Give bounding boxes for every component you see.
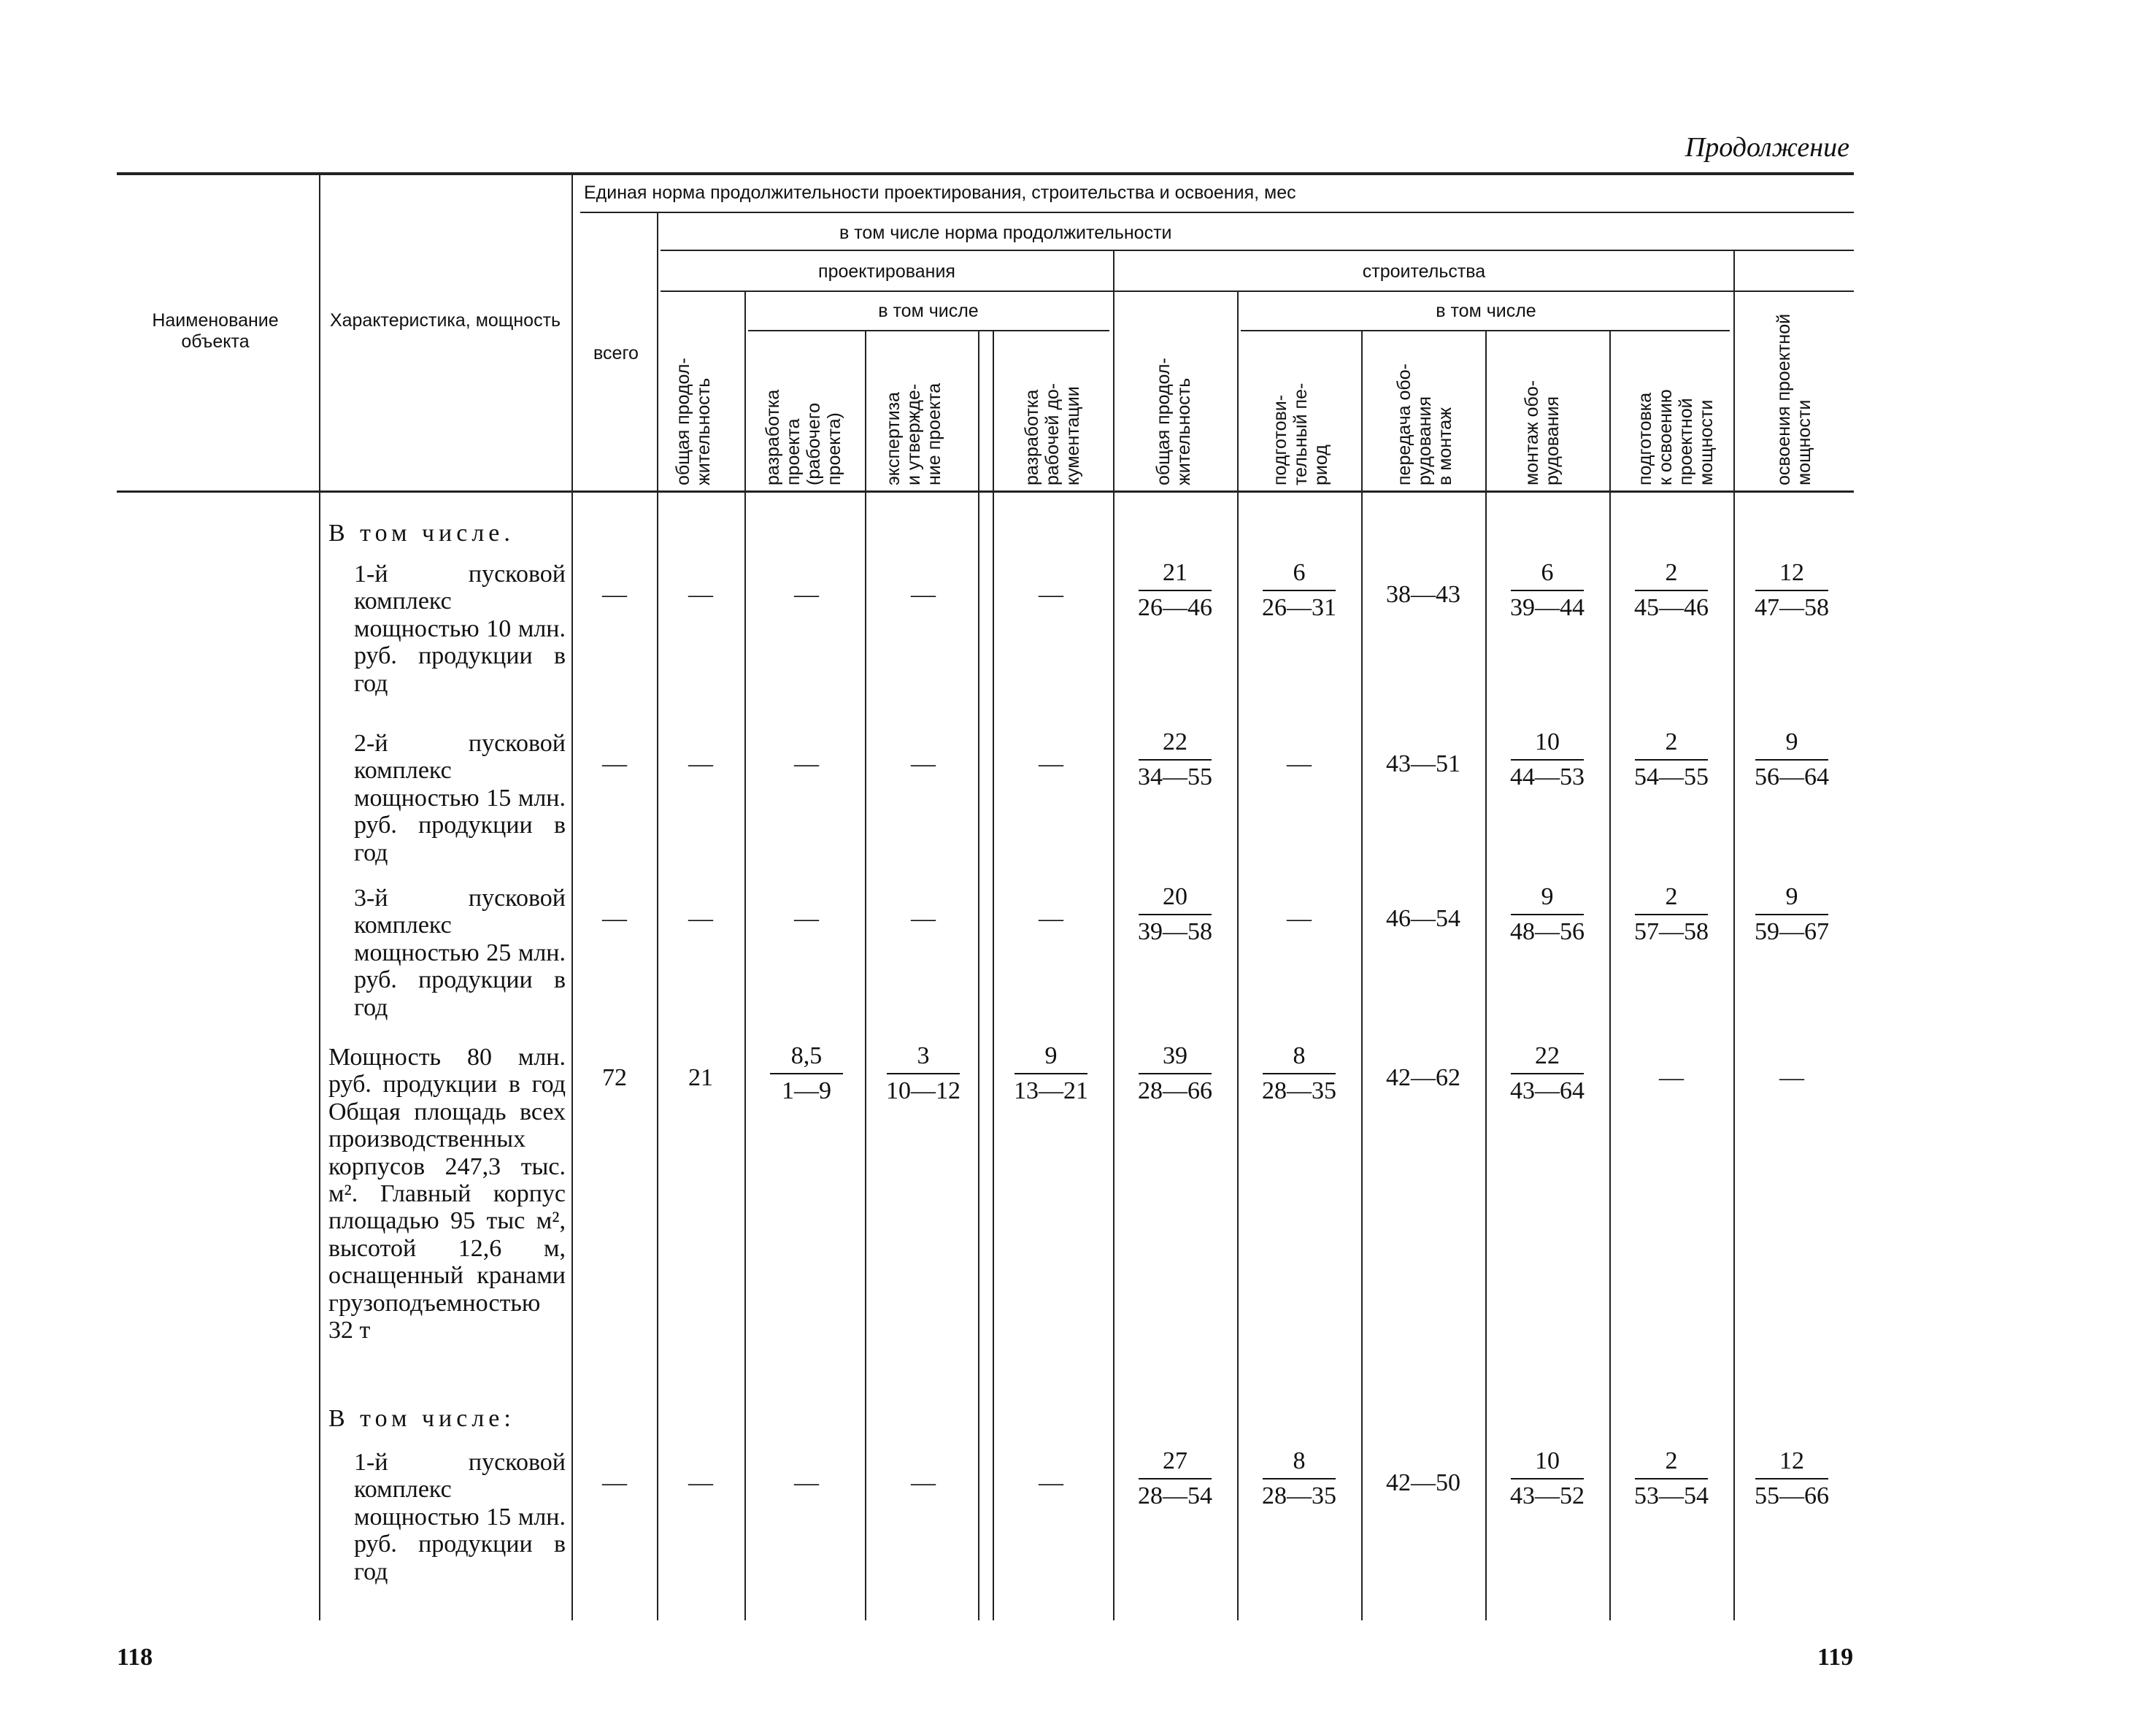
- cell-value: —: [794, 750, 819, 777]
- fraction-value: $\frac{9}{48—56}$: [1510, 883, 1585, 945]
- cell-value: —: [1039, 750, 1063, 777]
- header-design-expertise: экспертиза и утвержде- ние проекта: [883, 382, 944, 485]
- header-design-total: общая продол- жительность: [673, 358, 714, 485]
- cell-value: —: [911, 750, 936, 777]
- cell-value: —: [1659, 1064, 1684, 1091]
- cell-value: 46—54: [1386, 905, 1460, 932]
- cell-value: —: [688, 1469, 713, 1496]
- fraction-value: $\frac{12}{47—58}$: [1755, 559, 1829, 621]
- header-design-docs: разработка рабочей до- кументации: [1022, 382, 1083, 485]
- cell-value: 42—62: [1386, 1064, 1460, 1091]
- header-design: проектирования: [818, 261, 955, 282]
- row-label: 1-й пусковой комплекс мощностью 10 млн. руб. продукции в год: [354, 561, 566, 697]
- page-number-right: 119: [1817, 1644, 1854, 1671]
- cell-value: —: [1287, 905, 1312, 932]
- cell-value: 42—50: [1386, 1469, 1460, 1496]
- fraction-value: $\frac{22}{43—64}$: [1510, 1042, 1585, 1104]
- continuation-label: Продолжение: [1685, 132, 1849, 163]
- fraction-value: $\frac{21}{26—46}$: [1138, 559, 1212, 621]
- fraction-value: $\frac{8}{28—35}$: [1262, 1447, 1336, 1509]
- cell-value: 21: [688, 1064, 713, 1091]
- cell-value: —: [688, 750, 713, 777]
- cell-value: —: [1039, 581, 1063, 608]
- header-incl-construction: в том числе: [1436, 301, 1536, 321]
- fraction-value: $\frac{9}{59—67}$: [1755, 883, 1829, 945]
- header-incl-norm: в том числе норма продолжительности: [839, 223, 1172, 243]
- cell-value: —: [688, 905, 713, 932]
- header-constr-train: подготовка к освоению проектной мощности: [1635, 389, 1717, 485]
- cell-value: —: [688, 581, 713, 608]
- header-constr-prep: подготови- тельный пе- риод: [1270, 382, 1331, 485]
- fraction-value: $\frac{6}{26—31}$: [1262, 559, 1336, 621]
- header-mastering: освоения проектной мощности: [1774, 313, 1814, 485]
- header-name: Наименование объекта: [152, 310, 279, 352]
- header-construction: строительства: [1362, 261, 1486, 282]
- cell-value: 72: [602, 1064, 627, 1091]
- fraction-value: $\frac{12}{55—66}$: [1755, 1447, 1829, 1509]
- fraction-value: $\frac{27}{28—54}$: [1138, 1447, 1212, 1509]
- cell-value: 43—51: [1386, 750, 1460, 777]
- fraction-value: $\frac{9}{13—21}$: [1014, 1042, 1088, 1104]
- fraction-value: $\frac{2}{45—46}$: [1634, 559, 1709, 621]
- row-label: 2-й пусковой комплекс мощностью 15 млн. руб. продукции в год: [354, 730, 566, 866]
- header-constr-transfer: передача обо- рудования в монтаж: [1394, 363, 1455, 485]
- fraction-value: $\frac{22}{34—55}$: [1138, 728, 1212, 790]
- fraction-value: $\frac{6}{39—44}$: [1510, 559, 1585, 621]
- cell-value: —: [602, 905, 627, 932]
- fraction-value: $\frac{2}{53—54}$: [1634, 1447, 1709, 1509]
- fraction-value: $\frac{8}{28—35}$: [1262, 1042, 1336, 1104]
- cell-value: —: [1287, 750, 1312, 777]
- fraction-value: $\frac{3}{10—12}$: [886, 1042, 960, 1104]
- cell-value: —: [911, 905, 936, 932]
- row-label: В том числе:: [328, 1405, 515, 1432]
- cell-value: —: [602, 750, 627, 777]
- cell-value: —: [911, 581, 936, 608]
- fraction-value: $\frac{2}{57—58}$: [1634, 883, 1709, 945]
- cell-value: —: [911, 1469, 936, 1496]
- row-label: В том числе.: [328, 520, 515, 547]
- header-unified-norm: Единая норма продолжительности проектирования, строительства и освоения, мес: [584, 182, 1296, 203]
- header-design-project: разработка проекта (рабочего проекта): [763, 389, 844, 485]
- fraction-value: $\frac{20}{39—58}$: [1138, 883, 1212, 945]
- cell-value: —: [1039, 1469, 1063, 1496]
- cell-value: —: [602, 581, 627, 608]
- row-label: 3-й пусковой комплекс мощностью 25 млн. руб. продукции в год: [354, 885, 566, 1021]
- cell-value: —: [1779, 1064, 1804, 1091]
- cell-value: —: [794, 905, 819, 932]
- cell-value: —: [794, 581, 819, 608]
- fraction-value: $\frac{2}{54—55}$: [1634, 728, 1709, 790]
- cell-value: 38—43: [1386, 581, 1460, 608]
- header-constr-mount: монтаж обо- рудования: [1522, 380, 1563, 485]
- header-characteristic: Характеристика, мощность: [329, 310, 561, 331]
- fraction-value: $\frac{8,5}{1—9}$: [755, 1042, 858, 1105]
- page-number-left: 118: [117, 1644, 153, 1671]
- cell-value: —: [602, 1469, 627, 1496]
- row-label: 1-й пусковой комплекс мощностью 15 млн. руб. продукции в год: [354, 1449, 566, 1585]
- cell-value: —: [794, 1469, 819, 1496]
- fraction-value: $\frac{10}{43—52}$: [1510, 1447, 1585, 1509]
- fraction-value: $\frac{9}{56—64}$: [1755, 728, 1829, 790]
- header-total: всего: [593, 343, 639, 363]
- fraction-value: $\frac{39}{28—66}$: [1138, 1042, 1212, 1104]
- row-label: Мощность 80 млн. руб. продукции в год Общая площадь всех производственных корпусов 247,3 тыс. м². Главный корпус площадью 95 тыс м², высотой 12,6 м, оснащенный кранами грузоподъемностью 32 т: [328, 1044, 566, 1344]
- cell-value: —: [1039, 905, 1063, 932]
- header-incl-design: в том числе: [878, 301, 979, 321]
- fraction-value: $\frac{10}{44—53}$: [1510, 728, 1585, 790]
- header-constr-total: общая продол- жительность: [1153, 358, 1194, 485]
